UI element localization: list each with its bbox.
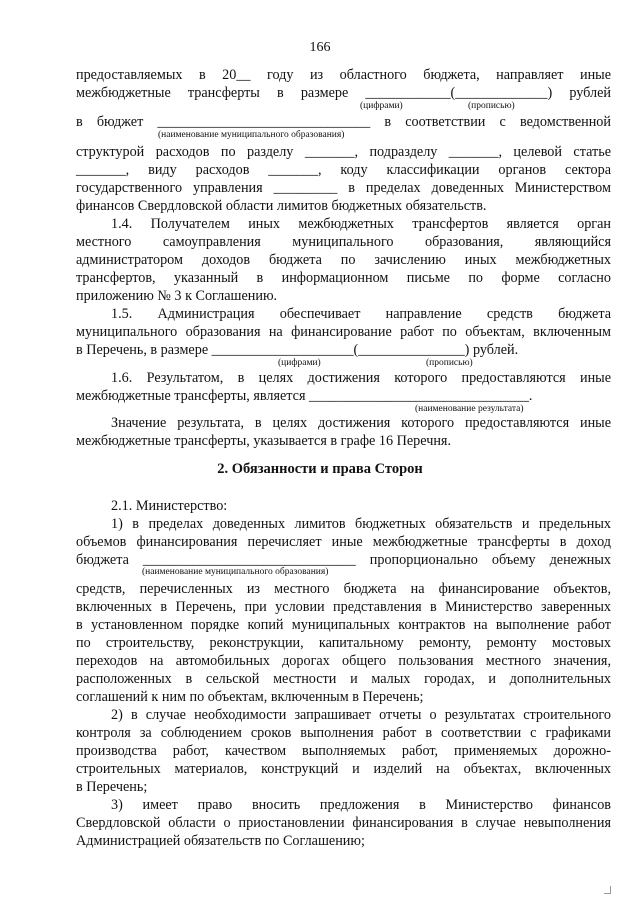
text-line: объемов финансирования перечисляет иные межбюджетные трансферты в доход (76, 534, 611, 550)
page-number: 166 (309, 40, 331, 55)
text-line: трансфертов, указанный в информационном письме по форме согласно (76, 270, 611, 286)
text-line: в Перечень, в размере ____________________(_______________) рублей. (76, 342, 519, 358)
text-line: 1.5. Администрация обеспечивает направление средств бюджета (111, 306, 611, 322)
text-line: 1.6. Результатом, в целях достижения которого предоставляются иные (111, 370, 611, 386)
corner-mark (604, 886, 611, 894)
caption-municipality: (наименование муниципального образования) (158, 130, 345, 140)
text-line: 1.4. Получателем иных межбюджетных трансфертов является орган (111, 216, 611, 232)
text-line: предоставляемых в 20__ году из областного бюджета, направляет иные (76, 67, 611, 83)
text-line: приложению № 3 к Соглашению. (76, 288, 278, 304)
caption-digits: (цифрами) (360, 101, 403, 111)
text-line: 1) в пределах доведенных лимитов бюджетных обязательств и предельных (111, 516, 611, 532)
text-line: Значение результата, в целях достижения которого предоставляются иные (111, 415, 611, 431)
caption-words: (прописью) (426, 358, 473, 368)
text-line: муниципального образования на финансирование работ по объектам, включенным (76, 324, 611, 340)
text-line: бюджета ______________________________ пропорционально объему денежных (76, 552, 611, 568)
text-line: _______, виду расходов _______, коду классификации органов сектора (76, 162, 611, 178)
text-line: государственного управления _________ в пределах доведенных Министерством (76, 180, 611, 196)
text-line: межбюджетные трансферты, является _______________________________. (76, 388, 533, 404)
text-line: финансов Свердловской области лимитов бюджетных обязательств. (76, 198, 487, 214)
text-line: производства работ, качеством выполняемых работ, применяемых дорожно- (76, 743, 611, 759)
text-line: строительных материалов, конструкций и изделий на объектах, включенных (76, 761, 611, 777)
text-line: по строительству, реконструкции, капитальному ремонту, ремонту мостовых (76, 635, 611, 651)
text-line: соглашений к ним по объектам, включенным в Перечень; (76, 689, 424, 705)
text-line: межбюджетные трансферты, указывается в графе 16 Перечня. (76, 433, 451, 449)
caption-digits: (цифрами) (278, 358, 321, 368)
text-line: структурой расходов по разделу _______, подразделу _______, целевой статье (76, 144, 611, 160)
text-line: расположенных в сельской местности и малых городах, и дополнительных (76, 671, 611, 687)
text-line: в Перечень; (76, 779, 148, 795)
text-line: средств, перечисленных из местного бюджета на финансирование объектов, (76, 581, 611, 597)
text-line: в установленном порядке копий муниципальных контрактов на выполнение работ (76, 617, 611, 633)
text-line: межбюджетные трансферты в размере ____________(_____________) рублей (76, 85, 611, 101)
caption-municipality: (наименование муниципального образования) (142, 567, 329, 577)
text-line: администратором доходов бюджета по зачислению иных межбюджетных (76, 252, 611, 268)
text-line: 2) в случае необходимости запрашивает отчеты о результатах строительного (111, 707, 611, 723)
caption-words: (прописью) (468, 101, 515, 111)
text-line: 3) имеет право вносить предложения в Министерство финансов (111, 797, 611, 813)
text-line: в бюджет ______________________________ в соответствии с ведомственной (76, 114, 611, 130)
text-line: местного самоуправления муниципального образования, являющийся (76, 234, 611, 250)
text-line: включенных в Перечень, при условии представления в Министерство заверенных (76, 599, 611, 615)
caption-result: (наименование результата) (415, 404, 524, 414)
text-line: Свердловской области о приостановлении финансирования в случае невыполнения (76, 815, 611, 831)
text-line: 2.1. Министерство: (111, 498, 228, 514)
text-line: переходов на автомобильных дорогах общего пользования местного значения, (76, 653, 611, 669)
section-title: 2. Обязанности и права Сторон (217, 461, 423, 477)
text-line: контроля за соблюдением сроков выполнения работ в соответствии с графиками (76, 725, 611, 741)
text-line: Администрацией обязательств по Соглашению; (76, 833, 365, 849)
